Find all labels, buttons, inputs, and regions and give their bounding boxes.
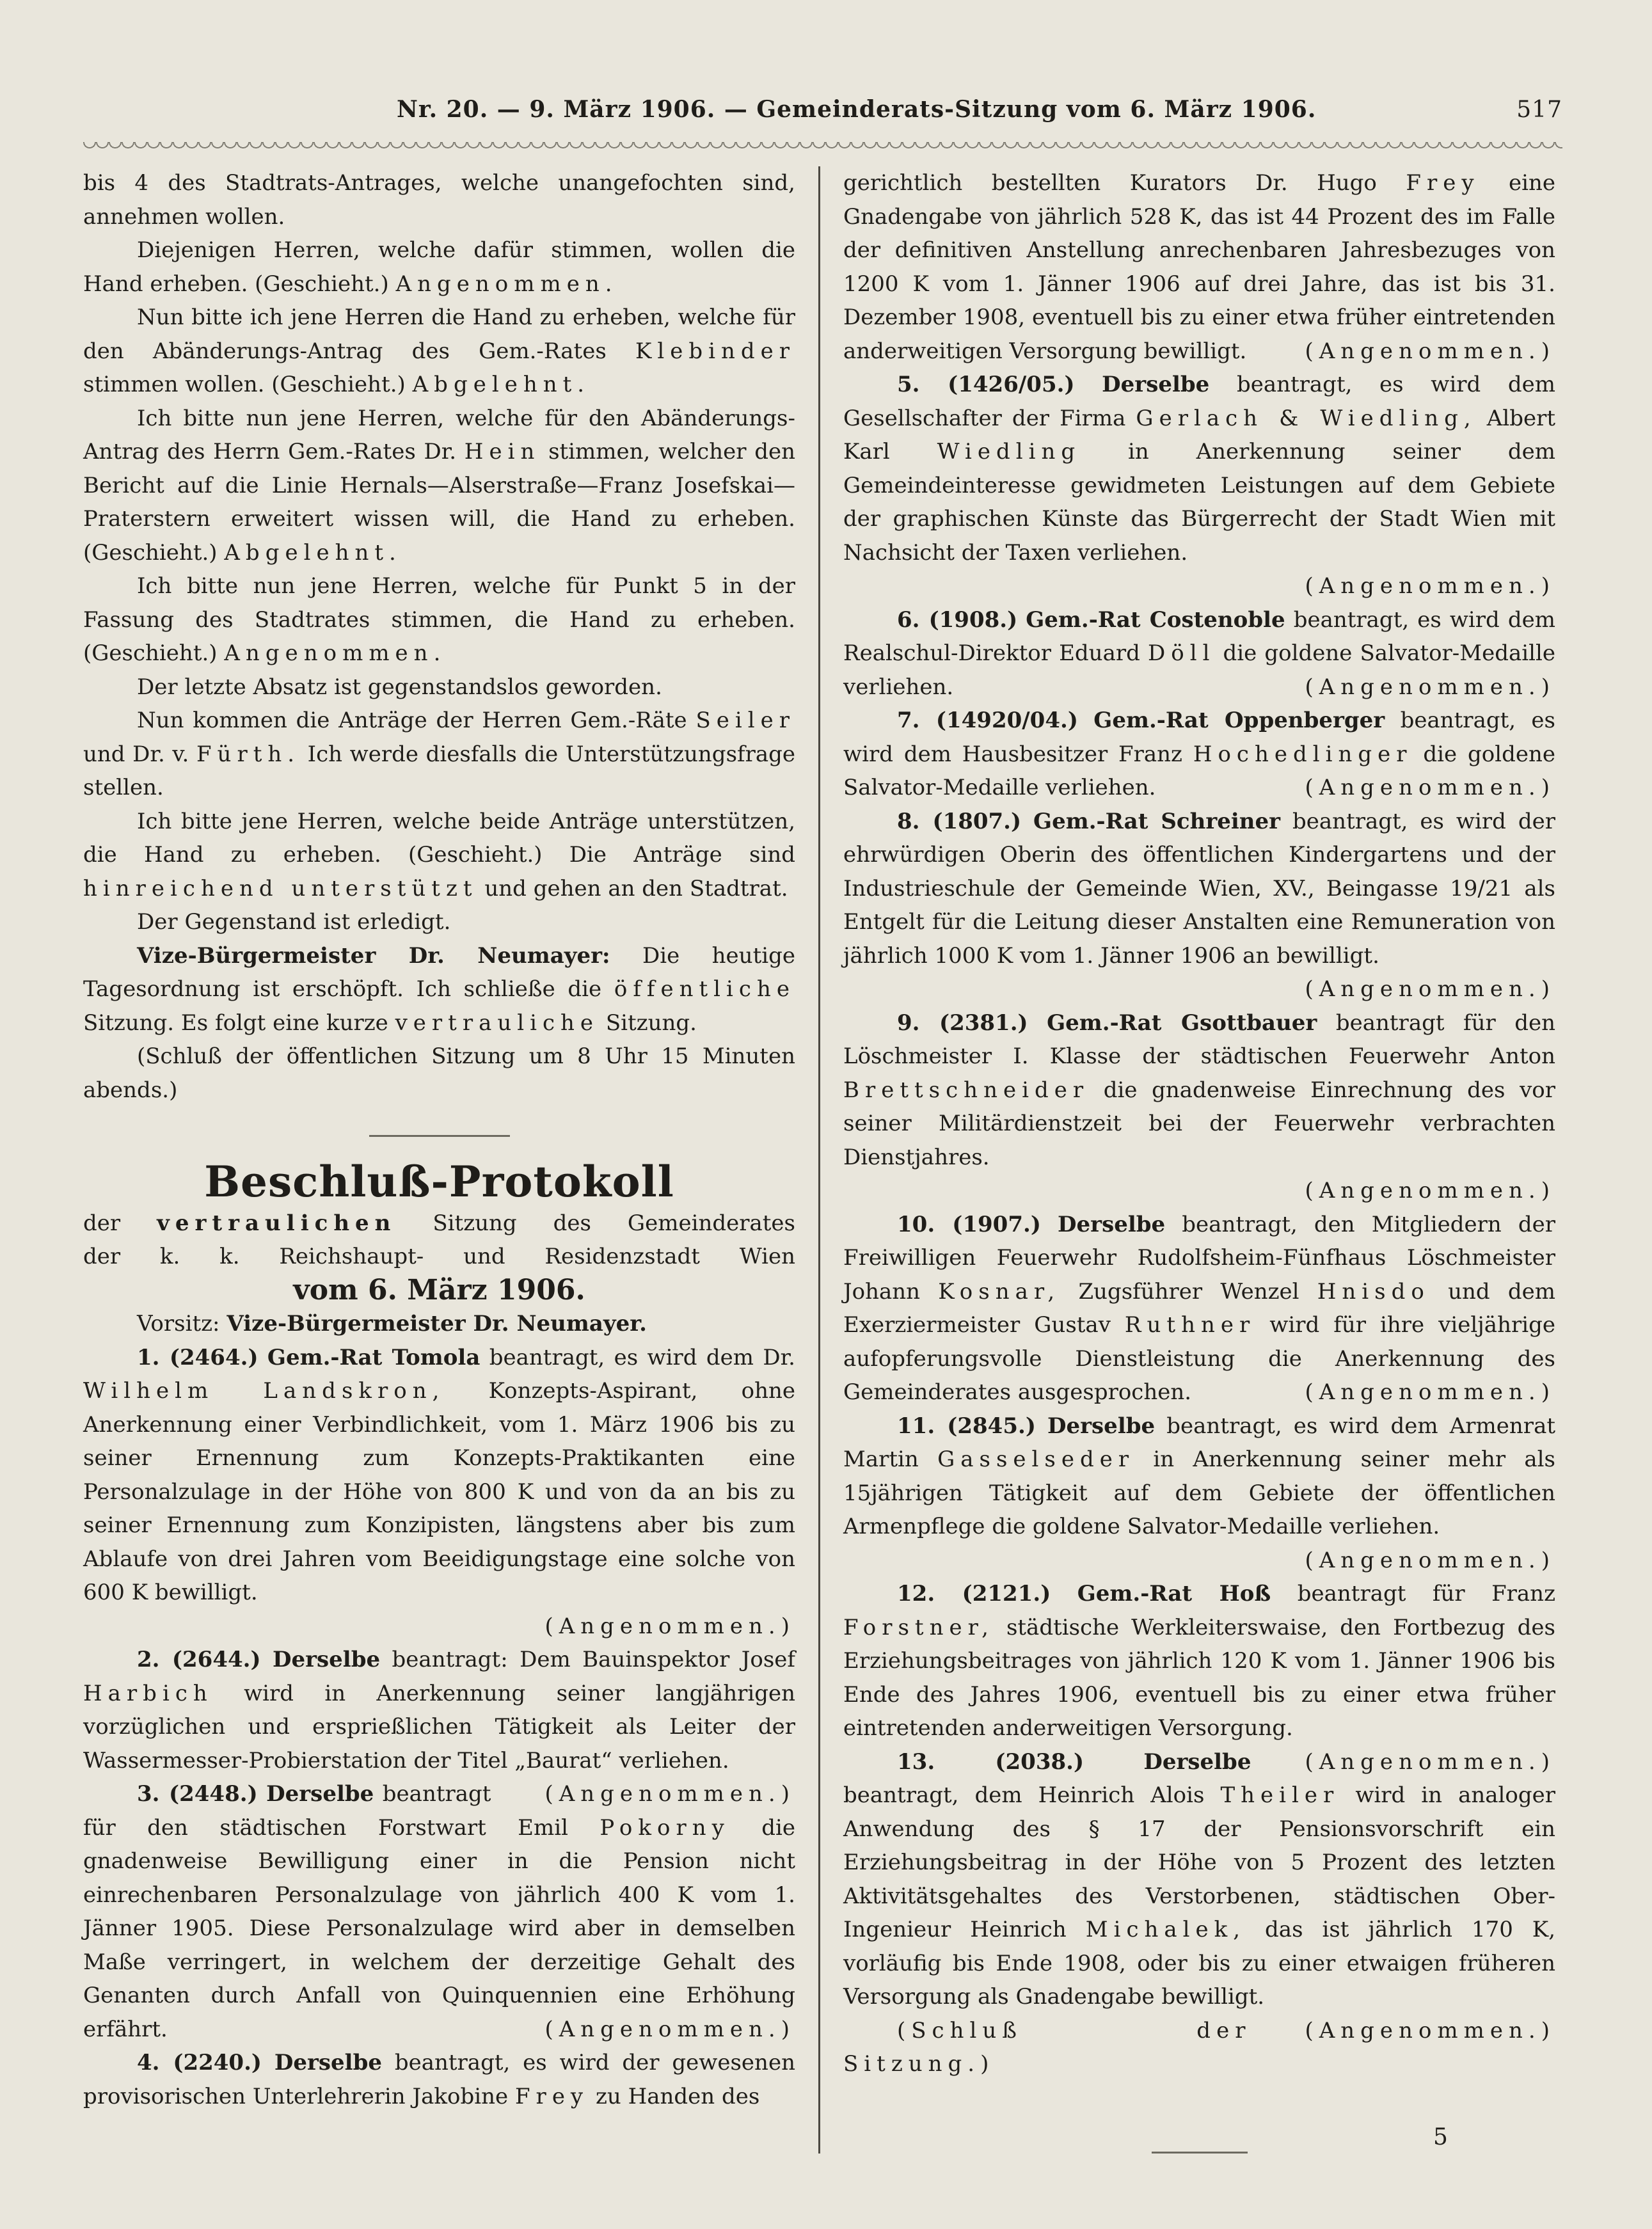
signature-mark: 5 [1433, 2124, 1448, 2150]
paragraph: Nun bitte ich jene Herren die Hand zu erheben, welche für den Abänderungs-Antrag des Gem.-Rates Klebinder stimmen wollen. (Geschieht.) Abgelehnt. [83, 305, 796, 397]
session-date: vom 6. März 1906. [293, 1273, 585, 1306]
resolution-item: 4. (2240.) Derselbe beantragt, es wird der gewesenen provisorischen Unterlehrerin Jakobine Frey zu Handen des [83, 2050, 795, 2109]
result: (Angenommen.) [1305, 1547, 1555, 1573]
paragraph: bis 4 des Stadtrats-Antrages, welche unangefochten sind, annehmen wollen. [83, 170, 795, 230]
paragraph: Ich bitte nun jene Herren, welche für Punkt 5 in der Fassung des Stadtrates stimmen, die Hand zu erheben. (Geschieht.) Angenommen. [83, 573, 795, 666]
columns [83, 166, 1562, 2154]
page-number: 517 [1516, 97, 1562, 123]
column-divider [818, 166, 820, 2154]
resolution-item: 6. (1908.) Gem.-Rat Costenoble beantragt, es wird dem Realschul-Direktor Eduard Döll die goldene Salvator-Medaille verliehen. (Angenommen.) [843, 607, 1555, 700]
resolution-item: 9. (2381.) Gem.-Rat Gsottbauer beantragt für den Löschmeister I. Klasse der städtischen Feuerwehr Anton Brettschneider die gnadenweise Einrechnung des vor seiner Militärdienstzeit bei der Feuerwehr verbrachten Dienstjahres. [843, 1010, 1555, 1170]
section-subtitle: der vertraulichen Sitzung des Gemeinderates [83, 1210, 795, 1236]
closing-line: (Schluß der Sitzung.) [843, 2017, 1251, 2077]
paragraph: Vize-Bürgermeister Dr. Neumayer: Die heutige Tagesordnung ist erschöpft. Ich schließe die öffentliche Sitzung. Es folgt eine kurze vertrauliche Sitzung. [83, 942, 796, 1036]
paragraph: Der Gegenstand ist erledigt. [137, 909, 451, 935]
resolution-item: 8. (1807.) Gem.-Rat Schreiner beantragt, es wird der ehrwürdigen Oberin des öffentlichen Kindergartens und der Industrieschule der Gemeinde Wien, XV., Beingasse 19/21 als Entgelt für die Leitung dieser Anstalten eine Remuneration von jährlich 1000 K vom 1. Jänner 1906 an bewilligt. [843, 808, 1555, 969]
paragraph: (Schluß der öffentlichen Sitzung um 8 Uhr 15 Minuten abends.) [83, 1043, 795, 1103]
result: (Angenommen.) [1305, 1178, 1555, 1203]
resolution-item: gerichtlich bestellten Kurators Dr. Hugo Frey eine Gnadengabe von jährlich 528 K, das ist 44 Prozent des im Falle der definitiven Anstellung anrechenbaren Jahresbezuges von 1200 K vom 1. Jänner 1906 auf drei Jahre, das ist bis 31. Dezember 1908, eventuell bis zu einer etwa früher eintretenden anderweitigen Versorgung bewilligt. (Angenommen.) [843, 170, 1556, 364]
resolution-item: 10. (1907.) Derselbe beantragt, den Mitgliedern der Freiwilligen Feuerwehr Rudolfsheim-Fünfhaus Löschmeister Johann Kosnar, Zugsführer Wenzel Hnisdo und dem Exerziermeister Gustav Ruthner wird für ihre vieljährige aufopferungsvolle Dienstleistung die Anerkennung des Gemeinderates ausgesprochen. (Angenommen.) [843, 1211, 1556, 1405]
section-subtitle: der k. k. Reichshaupt- und Residenzstadt Wien [83, 1244, 795, 1269]
section-divider [369, 1135, 510, 1137]
end-rule [1152, 2152, 1248, 2154]
section-title: Beschluß-Protokoll [204, 1157, 674, 1207]
result: (Angenommen.) [1305, 976, 1555, 1002]
paragraph: Ich bitte nun jene Herren, welche für den Abänderungs-Antrag des Herrn Gem.-Rates Dr. Hein stimmen, welcher den Bericht auf die Linie Hernals—Alserstraße—Franz Josefskai—Praterstern erweitert wissen will, die Hand zu erheben. (Geschieht.) Abgelehnt. [83, 405, 795, 566]
left-column [83, 166, 809, 2154]
resolution-item: 13. (2038.) Derselbe beantragt, dem Heinrich Alois Theiler wird in analoger Anwendung des § 17 der Pensionsvorschrift ein Erziehungsbeitrag in der Höhe von 5 Prozent des letzten Aktivitätsgehaltes des Verstorbenen, städtischen Ober-Ingenieur Heinrich Michalek, das ist jährlich 170 K, vorläufig bis Ende 1908, oder bis zu einer etwaigen früheren Versorgung als Gnadengabe bewilligt. (Angenommen.) [843, 1749, 1556, 2043]
result: (Angenommen.) [1305, 573, 1555, 599]
resolution-item: 3. (2448.) Derselbe beantragt für den städtischen Forstwart Emil Pokorny die gnadenweise Bewilligung einer in die Pension nicht einrechenbaren Personalzulage von jährlich 400 K vom 1. Jänner 1905. Diese Personalzulage wird aber in demselben Maße verringert, in welchem der derzeitige Gehalt des Genanten durch Anfall von Quinquennien eine Erhöhung erfährt. (Angenommen.) [83, 1781, 796, 2042]
paragraph: Der letzte Absatz ist gegenstandslos geworden. [137, 674, 662, 700]
resolution-item: 7. (14920/04.) Gem.-Rat Oppenberger beantragt, es wird dem Hausbesitzer Franz Hochedlinger die goldene Salvator-Medaille verliehen. (Angenommen.) [843, 708, 1556, 800]
paragraph: Ich bitte jene Herren, welche beide Anträge unterstützen, die Hand zu erheben. (Geschieht.) Die Anträge sind hinreichend unterstützt und gehen an den Stadtrat. [83, 808, 795, 901]
resolution-item: 5. (1426/05.) Derselbe beantragt, es wird dem Gesellschafter der Firma Gerlach & Wiedling, Albert Karl Wiedling in Anerkennung seiner dem Gemeindeinteresse gewidmeten Leistungen auf dem Gebiete der graphischen Künste das Bürgerrecht der Stadt Wien mit Nachsicht der Taxen verliehen. [843, 372, 1556, 566]
resolution-item: 1. (2464.) Gem.-Rat Tomola beantragt, es wird dem Dr. Wilhelm Landskron, Konzepts-Aspirant, ohne Anerkennung einer Verbindlichkeit, vom 1. März 1906 bis zu seiner Ernennung zum Konzepts-Praktikanten eine Personalzulage in der Höhe von 800 K und von da an bis zu seiner Ernennung zum Konzipisten, längstens aber bis zum Ablaufe von drei Jahren vom Beeidigungstage eine solche von 600 K bewilligt. [83, 1344, 795, 1605]
resolution-item: 11. (2845.) Derselbe beantragt, es wird dem Armenrat Martin Gasselseder in Anerkennung seiner mehr als 15jährigen Tätigkeit auf dem Gebiete der öffentlichen Armenpflege die goldene Salvator-Medaille verliehen. [843, 1413, 1555, 1539]
header-rule [83, 142, 1562, 152]
page-header [83, 96, 1562, 123]
resolution-item: 12. (2121.) Gem.-Rat Hoß beantragt für Franz Forstner, städtische Werkleiterswaise, den Fortbezug des Erziehungsbeitrages von jährlich 120 K vom 1. Jänner 1906 bis Ende des Jahres 1906, eventuell bis zu einer etwa früher eintretenden anderweitigen Versorgung. (Angenommen.) [843, 1581, 1555, 1775]
resolution-item: 2. (2644.) Derselbe beantragt: Dem Bauinspektor Josef Harbich wird in Anerkennung seiner langjährigen vorzüglichen und ersprießlichen Tätigkeit als Leiter der Wassermesser-Probierstation der Titel „Baurat“ verliehen. (Angenommen.) [83, 1647, 796, 1807]
chair-line: Vorsitz: Vize-Bürgermeister Dr. Neumayer. [137, 1311, 647, 1337]
result: (Angenommen.) [544, 1613, 795, 1639]
paragraph: Nun kommen die Anträge der Herren Gem.-Räte Seiler und Dr. v. Fürth. Ich werde diesfalls die Unterstützungsfrage stellen. [83, 708, 796, 800]
right-column [829, 166, 1555, 2154]
header-title: Nr. 20. — 9. März 1906. — Gemeinderats-Sitzung vom 6. März 1906. [397, 96, 1317, 123]
paragraph: Diejenigen Herren, welche dafür stimmen, wollen die Hand erheben. (Geschieht.) Angenommen. [83, 237, 795, 297]
